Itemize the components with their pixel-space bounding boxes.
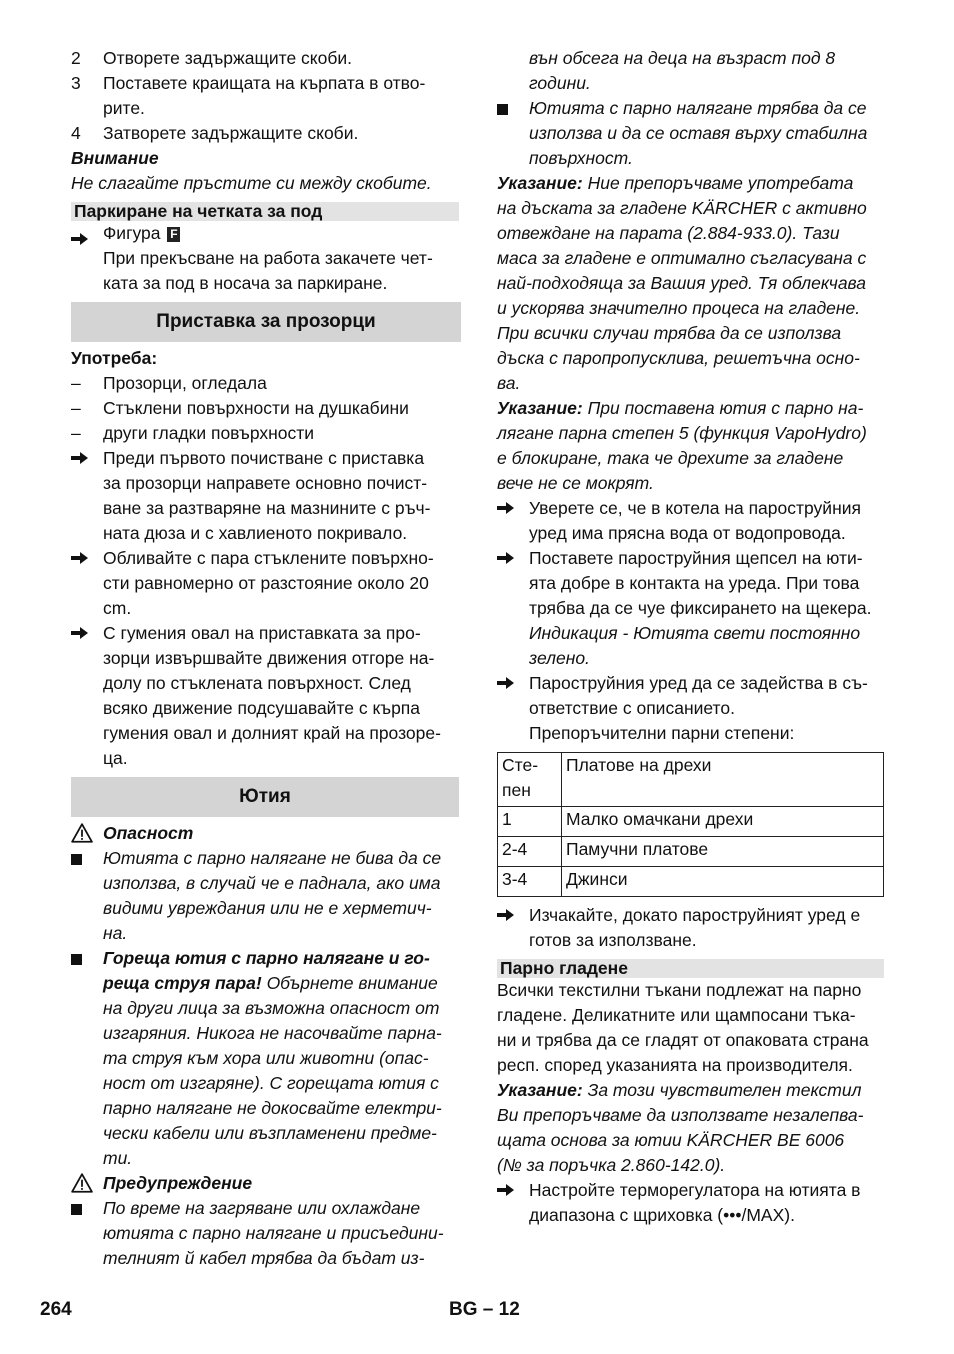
window-step-text: за прозорци направете основно почист- — [103, 473, 428, 493]
fabric-cell: Джинси — [562, 867, 884, 897]
danger-text: на. — [103, 923, 128, 943]
indicator-text: Индикация - Ютията свети постоянно — [529, 623, 861, 643]
note-ironing-board: Указание: Ние препоръчваме употребата — [497, 173, 854, 193]
note-text: щата основа за ютии KÄRCHER BE 6006 — [497, 1130, 845, 1150]
steam-level-table — [497, 752, 884, 897]
note-text: Ви препоръчваме да използвате незалепва- — [497, 1105, 864, 1125]
square-bullet-icon — [71, 1196, 82, 1221]
square-bullet-icon — [497, 96, 508, 121]
arrow-icon — [497, 551, 515, 565]
note-text: е блокиране, така че дрехите за гладене — [497, 448, 844, 468]
note-text: При всички случаи трябва да се използва — [497, 323, 842, 343]
attention-text: Не слагайте пръстите си между скобите. — [71, 173, 432, 193]
header-fabric: Платове на дрехи — [562, 753, 884, 807]
step-plug-text: трябва да се чуе фиксирането на щекера. — [529, 598, 872, 618]
step-plug-text: Поставете пароструйния щепсел на юти- — [529, 548, 863, 568]
note-text: най-подходяща за Вашия уред. Тя облекчава — [497, 273, 867, 293]
danger-label: Опасност — [103, 823, 194, 843]
window-step-text: всяко движение подсушавайте с кърпа — [103, 698, 421, 718]
steam-text: ни и трябва да се гладят от опаковата страна — [497, 1030, 869, 1050]
step-text: Отворете задържащите скоби. — [103, 48, 353, 68]
arrow-icon — [71, 451, 89, 465]
stable-surface-text: Ютията с парно налягане трябва да се — [529, 98, 867, 118]
recommended-label: Препоръчителни парни степени: — [529, 723, 795, 743]
window-step-text: сти равномерно от разстояние около 20 — [103, 573, 429, 593]
step-text: Поставете краищата на кърпата в отво- — [103, 73, 426, 93]
danger-text: парно налягане не докосвайте електри- — [103, 1098, 442, 1118]
note-vapohydro: Указание: При поставена ютия с парно на- — [497, 398, 864, 418]
table-row — [498, 837, 884, 867]
usage-item: Прозорци, огледала — [103, 373, 267, 393]
window-step-text: ване за разтваряне на мазнините с ръч- — [103, 498, 431, 518]
steam-text: респ. според указанията на производителя. — [497, 1055, 853, 1075]
steam-text: Всички текстилни тъкани подлежат на парно — [497, 980, 862, 1000]
usage-item: други гладки повърхности — [103, 423, 315, 443]
step-number: 4 — [71, 123, 81, 143]
warning-text: ютията с парно налягане и присъедини- — [103, 1223, 444, 1243]
note-text: лягане парна степен 5 (функция VapoHydro) — [497, 423, 867, 443]
indicator-text: зелено. — [529, 648, 590, 668]
figure-ref — [103, 221, 180, 246]
figure-label: Фигура — [103, 223, 161, 243]
step-number: 2 — [71, 48, 81, 68]
hot-iron-warning-bold: Гореща ютия с парно налягане и го- — [103, 948, 430, 968]
square-bullet-icon — [71, 846, 82, 871]
window-step-text: С гумения овал на приставката за про- — [103, 623, 421, 643]
stable-surface-text: използва и да се оставя върху стабилна — [529, 123, 868, 143]
warning-text: години. — [529, 73, 591, 93]
level-cell: 3-4 — [498, 867, 562, 897]
window-step-text: Преди първото почистване с приставка — [103, 448, 425, 468]
note-text: ва. — [497, 373, 521, 393]
window-step-text: cm. — [103, 598, 132, 618]
step-text: Затворете задържащите скоби. — [103, 123, 359, 143]
arrow-icon — [71, 626, 89, 640]
danger-text: ност от изгаряне). С горещата ютия с — [103, 1073, 439, 1093]
step-thermo-text: диапазона с щриховка (•••/MAX). — [529, 1205, 795, 1225]
note-text: вече не се мокрят. — [497, 473, 654, 493]
step-text: рите. — [103, 98, 145, 118]
stable-surface-text: повърхност. — [529, 148, 633, 168]
steam-ironing-heading: Парно гладене — [497, 959, 884, 978]
warning-triangle-icon — [71, 1173, 93, 1193]
window-step-text: гумения овал и долният край на прозоре- — [103, 723, 441, 743]
note-text: на дъската за гладене KÄRCHER с активно — [497, 198, 867, 218]
window-step-text: Обливайте с пара стъклените повърхно- — [103, 548, 434, 568]
warning-label: Предупреждение — [103, 1173, 253, 1193]
dash-bullet: – — [71, 398, 81, 418]
danger-text: ти. — [103, 1148, 133, 1168]
dash-bullet: – — [71, 373, 81, 393]
fabric-cell: Памучни платове — [562, 837, 884, 867]
hot-iron-warning: реща струя пара! Обърнете внимание — [103, 973, 438, 993]
steam-text: гладене. Деликатните или щампосани тъка- — [497, 1005, 856, 1025]
arrow-icon — [497, 501, 515, 515]
step-operate-text: Пароструйния уред да се задейства в съ- — [529, 673, 868, 693]
danger-text: видими увреждания или не е херметич- — [103, 898, 432, 918]
page-number: 264 — [40, 1299, 72, 1320]
header-level: Сте- пен — [498, 753, 562, 807]
danger-text: на други лица за възможна опасност от — [103, 998, 440, 1018]
window-step-text: ца. — [103, 748, 128, 768]
level-cell: 2-4 — [498, 837, 562, 867]
note-text: отвеждане на парата (2.884-933.0). Тази — [497, 223, 840, 243]
usage-item: Стъклени повърхности на душкабини — [103, 398, 409, 418]
arrow-icon — [497, 676, 515, 690]
note-sensitive-textile: Указание: За този чувствителен текстил — [497, 1080, 862, 1100]
window-attachment-heading: Приставка за прозорци — [71, 302, 461, 342]
arrow-icon — [71, 232, 89, 246]
window-step-text: долу по стъклената повърхност. След — [103, 673, 411, 693]
warning-triangle-icon — [71, 823, 93, 843]
table-row — [498, 867, 884, 897]
step-wait-text: Изчакайте, докато пароструйният уред е — [529, 905, 861, 925]
section-page-label: BG – 12 — [449, 1299, 520, 1320]
fabric-cell: Малко омачкани дрехи — [562, 807, 884, 837]
table-row — [498, 807, 884, 837]
parking-text: При прекъсване на работа закачете чет- — [103, 248, 433, 268]
danger-text: изгаряния. Никога не насочвайте парна- — [103, 1023, 442, 1043]
dash-bullet: – — [71, 423, 81, 443]
parking-text: ката за под в носача за паркиране. — [103, 273, 388, 293]
parking-heading: Паркиране на четката за под — [71, 202, 459, 221]
note-text: дъска с паропропусклива, решетъчна осно- — [497, 348, 860, 368]
iron-heading: Ютия — [71, 777, 459, 817]
square-bullet-icon — [71, 946, 82, 971]
step-number: 3 — [71, 73, 81, 93]
step-water-text: уред има прясна вода от водопровода. — [529, 523, 846, 543]
danger-text: използва, в случай че е паднала, ако има — [103, 873, 441, 893]
step-wait-text: готов за използване. — [529, 930, 697, 950]
step-operate-text: ответствие с описанието. — [529, 698, 735, 718]
arrow-icon — [71, 551, 89, 565]
window-step-text: зорци извършвайте движения отгоре на- — [103, 648, 435, 668]
step-thermo-text: Настройте терморегулатора на ютията в — [529, 1180, 861, 1200]
table-header-row — [498, 753, 884, 807]
attention-label: Внимание — [71, 148, 159, 168]
danger-text: та струя към хора или животни (опас- — [103, 1048, 429, 1068]
arrow-icon — [497, 908, 515, 922]
warning-text: вън обсега на деца на възраст под 8 — [529, 48, 836, 68]
usage-label: Употреба: — [71, 348, 158, 368]
window-step-text: ната дюза и с хавлиеното покривало. — [103, 523, 408, 543]
note-text: (№ за поръчка 2.860-142.0). — [497, 1155, 726, 1175]
danger-text: чески кабели или възпламенени предме- — [103, 1123, 437, 1143]
note-text: и ускорява значително процеса на гладене. — [497, 298, 861, 318]
level-cell: 1 — [498, 807, 562, 837]
danger-text: Ютията с парно налягане не бива да се — [103, 848, 442, 868]
step-water-text: Уверете се, че в котела на пароструйния — [529, 498, 861, 518]
warning-text: По време на загряване или охлаждане — [103, 1198, 421, 1218]
note-text: маса за гладене е оптимално съгласувана с — [497, 248, 867, 268]
warning-text: телният й кабел трябва да бъдат из- — [103, 1248, 425, 1268]
arrow-icon — [497, 1183, 515, 1197]
figure-letter-icon: F — [167, 227, 180, 242]
step-plug-text: ята добре в контакта на уреда. При това — [529, 573, 860, 593]
